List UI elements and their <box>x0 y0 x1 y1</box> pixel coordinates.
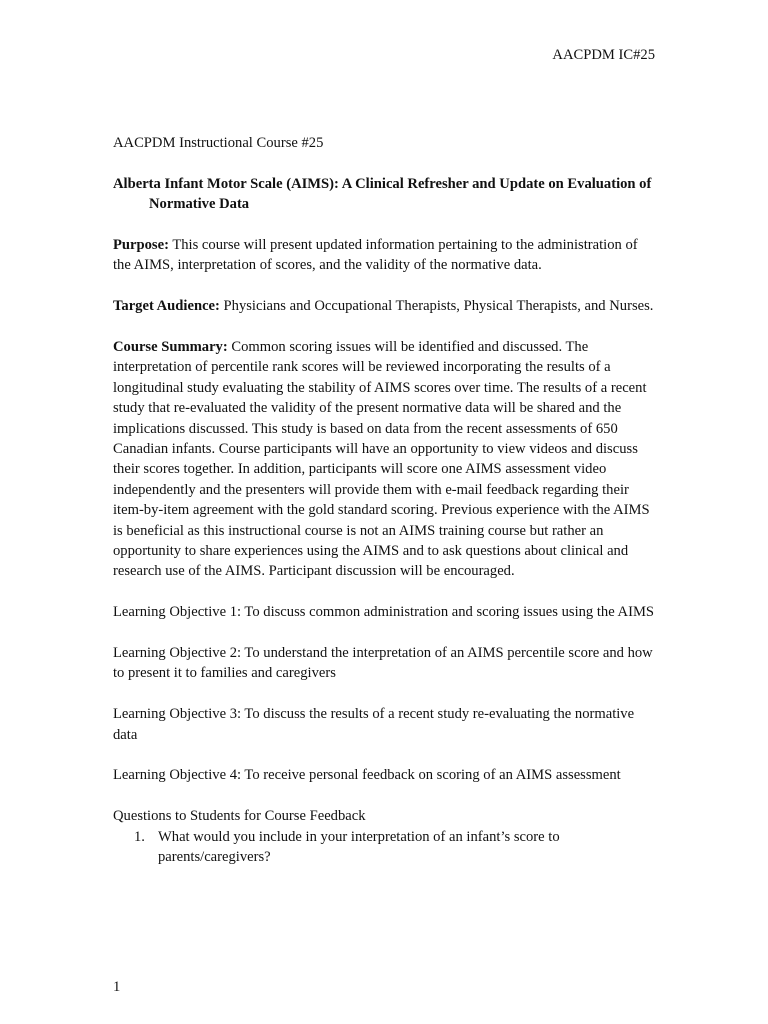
questions-heading: Questions to Students for Course Feedback <box>113 808 366 825</box>
course-summary-label: Course Summary: <box>113 339 228 355</box>
question-text: What would you include in your interpretation of an infant’s score to parents/caregivers? <box>158 828 560 866</box>
purpose-paragraph <box>113 235 658 276</box>
learning-objective-4: Learning Objective 4: To receive personal feedback on scoring of an AIMS assessment <box>113 767 621 784</box>
page-number: 1 <box>113 979 121 995</box>
learning-objective-2: Learning Objective 2: To understand the interpretation of an AIMS percentile score and how to present it to families and caregivers <box>113 645 653 682</box>
purpose-label: Purpose: <box>113 237 169 253</box>
purpose-text: This course will present updated information pertaining to the administration of the AIMS, interpretation of scores, and the validity of the normative data. <box>113 237 638 274</box>
course-label: AACPDM Instructional Course #25 <box>113 135 324 151</box>
running-header: AACPDM IC#25 <box>552 47 655 63</box>
list-item <box>113 827 658 868</box>
target-audience-paragraph <box>113 296 658 316</box>
learning-objective-1: Learning Objective 1: To discuss common administration and scoring issues using the AIMS <box>113 604 655 621</box>
questions-list <box>113 827 658 868</box>
course-summary-paragraph <box>113 337 658 582</box>
question-number: 1. <box>134 828 145 845</box>
course-summary-text: Common scoring issues will be identified and discussed. The interpretation of percentile rank scores will be reviewed incorporating the results of a longitudinal study evaluating the stability of AIMS scores over time. The results of a recent study that re-evaluated the validity of the present normative data will be shared and the implications discussed. This study is based on data from the recent assessments of 650 Canadian infants. Course participants will have an opportunity to view videos and discuss their scores together. In addition, participants will score one AIMS assessment video independently and the presenters will provide them with e-mail feedback regarding their item-by-item agreement with the gold standard scoring. Previous experience with the AIMS is beneficial as this instructional course is not an AIMS training course but rather an opportunity to share experiences using the AIMS and to ask questions about clinical and research use of the AIMS. Participant discussion will be encouraged. <box>113 339 650 580</box>
learning-objective-3: Learning Objective 3: To discuss the results of a recent study re-evaluating the normative data <box>113 706 635 743</box>
document-body <box>113 133 658 867</box>
target-audience-text: Physicians and Occupational Therapists, Physical Therapists, and Nurses. <box>219 298 654 315</box>
document-title: Alberta Infant Motor Scale (AIMS): A Clinical Refresher and Update on Evaluation of Normative Data <box>113 175 652 213</box>
target-audience-label: Target Audience: <box>113 298 220 315</box>
